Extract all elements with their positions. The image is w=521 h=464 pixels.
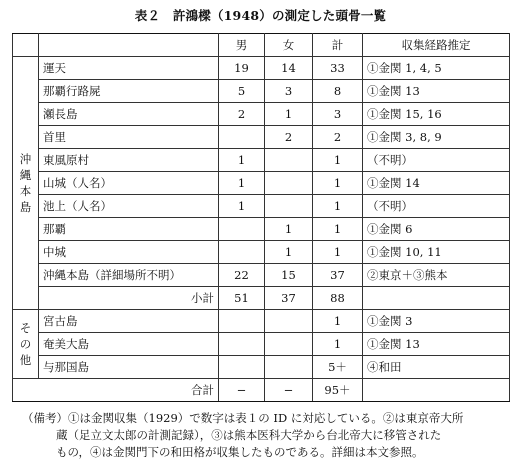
male-count: 22 — [219, 264, 265, 287]
collection-route: ①金関 1, 4, 5 — [363, 57, 510, 80]
table-row — [13, 218, 510, 241]
grandtotal-total: 95＋ — [313, 379, 363, 402]
total-count: 1 — [313, 218, 363, 241]
male-count — [219, 356, 265, 379]
table-row — [13, 126, 510, 149]
table-row — [13, 310, 510, 333]
collection-route: ①金関 13 — [363, 80, 510, 103]
male-count — [219, 218, 265, 241]
male-count — [219, 310, 265, 333]
group-okinawa-label-char: 縄 — [19, 168, 32, 182]
total-count: 33 — [313, 57, 363, 80]
note-line-2: 蔵（足立文太郎の計測記録），③は熊本医科大学から台北帝大に移管された — [56, 428, 442, 442]
total-count: 1 — [313, 333, 363, 356]
group-okinawa-label-char: 本 — [19, 184, 32, 198]
subtotal-row — [13, 287, 510, 310]
female-count: 1 — [265, 241, 313, 264]
place-name: 与那国島 — [39, 356, 219, 379]
male-count: 5 — [219, 80, 265, 103]
header-blank-group — [13, 34, 39, 57]
table-row — [13, 241, 510, 264]
place-name: 池上（人名） — [39, 195, 219, 218]
grandtotal-male: − — [219, 379, 265, 402]
skull-table — [12, 33, 510, 402]
collection-route: ②東京＋③熊本 — [363, 264, 510, 287]
header-route: 収集経路推定 — [363, 34, 510, 57]
header-row — [13, 34, 510, 57]
note-line-3: もの，④は金関門下の和田格が収集したものである。詳細は本文参照。 — [56, 445, 424, 459]
table-title: 表２ 許鴻樑（1948）の測定した頭骨一覧 — [134, 8, 387, 23]
place-name: 首里 — [39, 126, 219, 149]
total-count: 1 — [313, 310, 363, 333]
female-count — [265, 333, 313, 356]
table-row — [13, 80, 510, 103]
place-name: 瀬長島 — [39, 103, 219, 126]
collection-route: ①金関 13 — [363, 333, 510, 356]
female-count: 14 — [265, 57, 313, 80]
place-name: 山城（人名） — [39, 172, 219, 195]
collection-route: ④和田 — [363, 356, 510, 379]
group-okinawa-label — [13, 57, 39, 310]
header-blank-name — [39, 34, 219, 57]
total-count: 37 — [313, 264, 363, 287]
female-count — [265, 149, 313, 172]
total-count: 2 — [313, 126, 363, 149]
total-count: 5＋ — [313, 356, 363, 379]
male-count: 1 — [219, 172, 265, 195]
table-row — [13, 57, 510, 80]
place-name: 那覇行路屍 — [39, 80, 219, 103]
female-count: 1 — [265, 103, 313, 126]
male-count: 1 — [219, 149, 265, 172]
total-count: 3 — [313, 103, 363, 126]
collection-route: ①金関 10, 11 — [363, 241, 510, 264]
subtotal-male: 51 — [219, 287, 265, 310]
table-row — [13, 356, 510, 379]
table-row — [13, 103, 510, 126]
place-name: 中城 — [39, 241, 219, 264]
place-name: 運天 — [39, 57, 219, 80]
collection-route: （不明） — [363, 195, 510, 218]
total-count: 1 — [313, 172, 363, 195]
male-count — [219, 126, 265, 149]
table-row — [13, 333, 510, 356]
total-count: 1 — [313, 149, 363, 172]
collection-route: ①金関 15, 16 — [363, 103, 510, 126]
female-count: 1 — [265, 218, 313, 241]
male-count: 19 — [219, 57, 265, 80]
table-body — [13, 57, 510, 402]
grandtotal-female: − — [265, 379, 313, 402]
place-name: 沖縄本島（詳細場所不明） — [39, 264, 219, 287]
table-row — [13, 264, 510, 287]
group-okinawa-label-char: 島 — [19, 200, 32, 214]
group-other-label-char: 他 — [19, 353, 32, 367]
male-count: 2 — [219, 103, 265, 126]
collection-route: ①金関 14 — [363, 172, 510, 195]
grandtotal-route — [363, 379, 510, 402]
female-count: 2 — [265, 126, 313, 149]
collection-route: （不明） — [363, 149, 510, 172]
male-count — [219, 333, 265, 356]
group-other-label-char: の — [19, 337, 32, 351]
female-count — [265, 195, 313, 218]
header-female: 女 — [265, 34, 313, 57]
grandtotal-row — [13, 379, 510, 402]
female-count — [265, 356, 313, 379]
table-row — [13, 149, 510, 172]
female-count — [265, 172, 313, 195]
note — [22, 410, 517, 461]
group-okinawa-label-char: 沖 — [19, 152, 32, 166]
male-count — [219, 241, 265, 264]
subtotal-label: 小計 — [39, 287, 219, 310]
place-name: 東風原村 — [39, 149, 219, 172]
subtotal-female: 37 — [265, 287, 313, 310]
table-row — [13, 172, 510, 195]
note-line-1: （備考）①は金関収集（1929）で数字は表１の ID に対応している。②は東京帝大所 — [22, 411, 464, 425]
place-name: 那覇 — [39, 218, 219, 241]
grandtotal-label: 合計 — [13, 379, 219, 402]
total-count: 8 — [313, 80, 363, 103]
header-male: 男 — [219, 34, 265, 57]
female-count — [265, 310, 313, 333]
collection-route: ①金関 6 — [363, 218, 510, 241]
total-count: 1 — [313, 241, 363, 264]
female-count: 3 — [265, 80, 313, 103]
subtotal-route — [363, 287, 510, 310]
female-count: 15 — [265, 264, 313, 287]
collection-route: ①金関 3 — [363, 310, 510, 333]
subtotal-total: 88 — [313, 287, 363, 310]
table-row — [13, 195, 510, 218]
place-name: 奄美大島 — [39, 333, 219, 356]
header-total: 計 — [313, 34, 363, 57]
collection-route: ①金関 3, 8, 9 — [363, 126, 510, 149]
place-name: 宮古島 — [39, 310, 219, 333]
male-count: 1 — [219, 195, 265, 218]
group-other-label — [13, 310, 39, 379]
total-count: 1 — [313, 195, 363, 218]
group-other-label-char: そ — [19, 321, 32, 335]
